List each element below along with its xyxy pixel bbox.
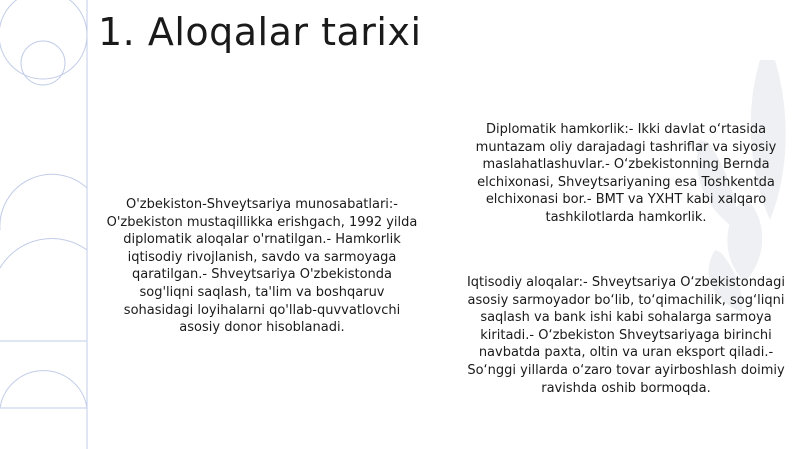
decor-arc-middle — [0, 238, 87, 268]
decor-arc-lower — [0, 371, 87, 408]
text-block-diplomatic-cooperation: Diplomatik hamkorlik:- Ikki davlat o‘rtasida muntazam oliy darajadagi tashriflar va siyosiy maslahatlashuvlar.- O‘zbekistonning Bernda elchixonasi, Shveytsariyaning esa Toshkentda elchixonasi bor.- BMT va YXHT kabi xalqaro tashkilotlarda hamkorlik. — [475, 122, 777, 225]
slide-title: 1. Aloqalar tarixi — [98, 10, 422, 54]
decor-circle-small — [21, 41, 65, 85]
decor-arc-upper — [0, 174, 87, 230]
text-block-relations-overview: O'zbekiston-Shveytsariya munosabatlari:- O'zbekiston mustaqillikka erishgach, 1992 yilda diplomatik aloqalar o'rnatilgan.- Hamkorlik iqtisodiy rivojlanish, savdo va sarmoyaga qaratilgan.- Shveytsariya O'zbekistonda sog'liqni saqlash, ta'lim va boshqaruv sohasidagi loyihalarni qo'llab-quvvatlovchi asosiy donor hisoblanadi. — [106, 197, 418, 336]
text-block-economic-relations: Iqtisodiy aloqalar:- Shveytsariya O‘zbekistondagi asosiy sarmoyador bo‘lib, to‘qimachilik, sog‘liqni saqlash va bank ishi kabi sohalarga sarmoya kiritadi.- O‘zbekiston Shveytsariyaga birinchi navbatda paxta, oltin va uran eksport qiladi.- So‘nggi yillarda o‘zaro tovar ayirboshlash doimiy ravishda oshib bormoqda. — [466, 275, 786, 396]
decor-circle-large — [0, 0, 87, 79]
